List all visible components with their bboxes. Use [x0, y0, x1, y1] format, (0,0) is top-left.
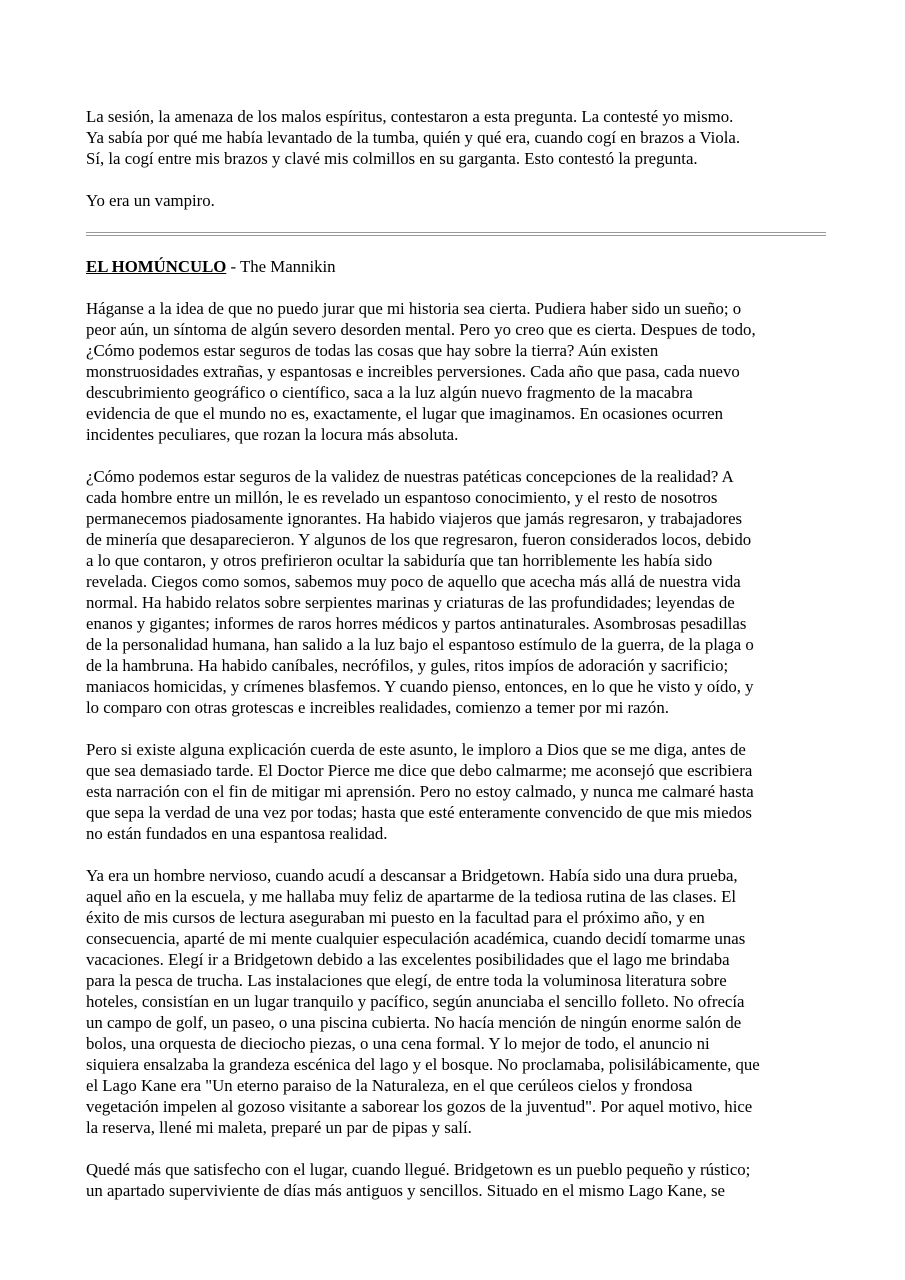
text-line: éxito de mis cursos de lectura aseguraban mi puesto en la facultad para el próximo año, y en	[86, 908, 705, 927]
story-heading	[86, 256, 826, 277]
story-paragraph-1	[86, 298, 826, 445]
text-line: ¿Cómo podemos estar seguros de todas las cosas que hay sobre la tierra? Aún existen	[86, 341, 659, 360]
section-divider	[86, 232, 826, 236]
text-line: normal. Ha habido relatos sobre serpientes marinas y criaturas de las profundidades; leyendas de	[86, 593, 735, 612]
text-line: aquel año en la escuela, y me hallaba muy feliz de apartarme de la tediosa rutina de las clases. El	[86, 887, 736, 906]
intro-paragraph	[86, 106, 826, 169]
text-line: Sí, la cogí entre mis brazos y clavé mis colmillos en su garganta. Esto contestó la pregunta.	[86, 149, 698, 168]
story-paragraph-5	[86, 1159, 826, 1201]
text-line: Ya sabía por qué me había levantado de la tumba, quién y qué era, cuando cogí en brazos a Viola.	[86, 128, 741, 147]
text-line: Ya era un hombre nervioso, cuando acudí a descansar a Bridgetown. Había sido una dura prueba,	[86, 866, 738, 885]
story-paragraph-4	[86, 865, 826, 1138]
text-line: permanecemos piadosamente ignorantes. Ha habido viajeros que jamás regresaron, y trabajadores	[86, 509, 743, 528]
text-line: cada hombre entre un millón, le es revelado un espantoso conocimiento, y el resto de nosotros	[86, 488, 718, 507]
text-line: hoteles, consistían en un lugar tranquilo y pacífico, según anunciaba el sencillo folleto. No ofrecía	[86, 992, 745, 1011]
text-line: para la pesca de trucha. Las instalaciones que elegí, de entre toda la voluminosa literatura sobre	[86, 971, 727, 990]
text-line: incidentes peculiares, que rozan la locura más absoluta.	[86, 425, 459, 444]
text-line: vacaciones. Elegí ir a Bridgetown debido a las excelentes posibilidades que el lago me brindaba	[86, 950, 730, 969]
text-line: que sea demasiado tarde. El Doctor Pierce me dice que debo calmarme; me aconsejó que escribiera	[86, 761, 753, 780]
story-paragraph-3	[86, 739, 826, 844]
text-line: monstruosidades extrañas, y espantosas e increibles perversiones. Cada año que pasa, cada nuevo	[86, 362, 740, 381]
text-line: maniacos homicidas, y crímenes blasfemos. Y cuando pienso, entonces, en lo que he visto y oído, y	[86, 677, 754, 696]
text-line: siquiera ensalzaba la grandeza escénica del lago y el bosque. No proclamaba, polisilábicamente, que	[86, 1055, 760, 1074]
story-subtitle: - The Mannikin	[226, 257, 336, 276]
text-line: esta narración con el fin de mitigar mi aprensión. Pero no estoy calmado, y nunca me calmaré hasta	[86, 782, 754, 801]
text-line: La sesión, la amenaza de los malos espíritus, contestaron a esta pregunta. La contesté yo mismo.	[86, 107, 734, 126]
text-line: consecuencia, aparté de mi mente cualquier especulación académica, cuando decidí tomarme unas	[86, 929, 746, 948]
text-line: un apartado superviviente de días más antiguos y sencillos. Situado en el mismo Lago Kane, se	[86, 1181, 725, 1200]
text-line: de la hambruna. Ha habido caníbales, necrófilos, y gules, ritos impíos de adoración y sacrificio;	[86, 656, 729, 675]
text-line: vegetación impelen al gozoso visitante a saborear los gozos de la juventud". Por aquel motivo, hice	[86, 1097, 753, 1116]
text-line: Pero si existe alguna explicación cuerda de este asunto, le imploro a Dios que se me diga, antes de	[86, 740, 746, 759]
text-line: que sepa la verdad de una vez por todas; hasta que esté enteramente convencido de que mis miedos	[86, 803, 752, 822]
text-line: Háganse a la idea de que no puedo jurar que mi historia sea cierta. Pudiera haber sido un sueño; o	[86, 299, 742, 318]
text-line: bolos, una orquesta de dieciocho piezas, o una cena formal. Y lo mejor de todo, el anuncio ni	[86, 1034, 710, 1053]
document-page	[86, 106, 826, 1222]
text-line: un campo de golf, un paseo, o una piscina cubierta. No hacía mención de ningún enorme salón de	[86, 1013, 742, 1032]
story-paragraph-2	[86, 466, 826, 718]
text-line: evidencia de que el mundo no es, exactamente, el lugar que imaginamos. En ocasiones ocurren	[86, 404, 723, 423]
text-line: de la personalidad humana, han salido a la luz bajo el espantoso estímulo de la guerra, de la plaga o	[86, 635, 754, 654]
text-line: Quedé más que satisfecho con el lugar, cuando llegué. Bridgetown es un pueblo pequeño y rústico;	[86, 1160, 751, 1179]
text-line: enanos y gigantes; informes de raros horres médicos y partos antinaturales. Asombrosas pesadillas	[86, 614, 747, 633]
text-line: el Lago Kane era "Un eterno paraiso de la Naturaleza, en el que cerúleos cielos y frondosa	[86, 1076, 693, 1095]
text-line: lo comparo con otras grotescas e increibles realidades, comienzo a temer por mi razón.	[86, 698, 669, 717]
text-line: ¿Cómo podemos estar seguros de la validez de nuestras patéticas concepciones de la realidad? A	[86, 467, 734, 486]
text-line: descubrimiento geográfico o científico, saca a la luz algún nuevo fragmento de la macabra	[86, 383, 693, 402]
story-title-link[interactable]: EL HOMÚNCULO	[86, 257, 227, 276]
text-line: de minería que desaparecieron. Y algunos de los que regresaron, fueron considerados locos, debido	[86, 530, 752, 549]
text-line: la reserva, llené mi maleta, preparé un par de pipas y salí.	[86, 1118, 472, 1137]
intro-closing-line: Yo era un vampiro.	[86, 191, 215, 210]
text-line: peor aún, un síntoma de algún severo desorden mental. Pero yo creo que es cierta. Despues de todo,	[86, 320, 756, 339]
text-line: revelada. Ciegos como somos, sabemos muy poco de aquello que acecha más allá de nuestra vida	[86, 572, 741, 591]
text-line: no están fundados en una espantosa realidad.	[86, 824, 388, 843]
text-line: a lo que contaron, y otros prefirieron ocultar la sabiduría que tan horriblemente les había sido	[86, 551, 713, 570]
